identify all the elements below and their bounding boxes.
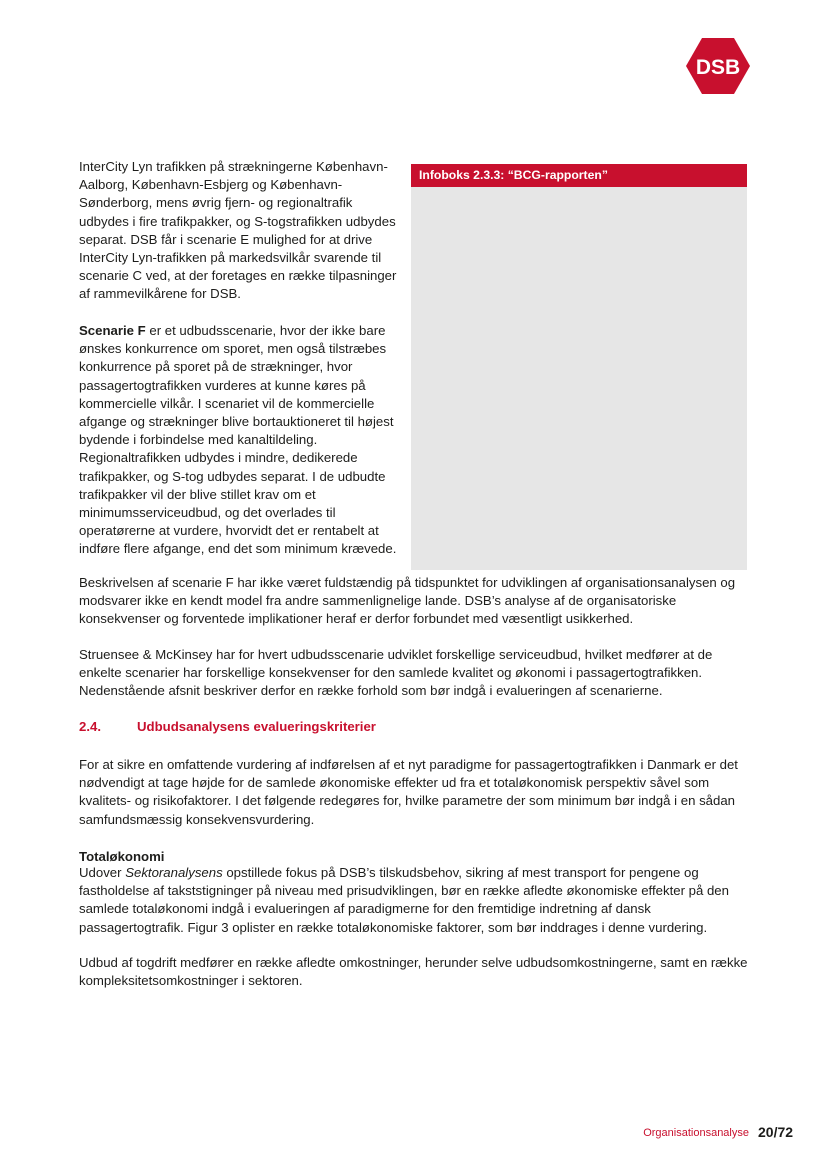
description-paragraph: Beskrivelsen af scenarie F har ikke været fuldstændig på tidspunktet for udviklingen af organisationsanalysen og modsvarer ikke en kendt model fra andre sammenlignelige lande. DSB’s analyse af de organisatoriske konsekvenser og forventede implikationer heraf er derfor forbundet med væsentligt usikkerhed.: [79, 575, 736, 627]
footer-label: Organisationsanalyse: [643, 1127, 749, 1139]
udbud-paragraph: Udbud af togdrift medfører en række afledte omkostninger, herunder selve udbudsomkostningerne, samt en række kompleksitetsomkostninger i sektoren.: [79, 955, 748, 989]
struensee-paragraph: Struensee & McKinsey har for hvert udbudsscenarie udviklet forskellige serviceudbud, hvilket medfører at de enkelte scenarier har forskellige konsekvenser for den samlede kvalitet og økonomi i passagertogtrafikken. Nedenstående afsnit beskriver derfor en række forhold som bør indgå i evalueringen af scenarierne.: [79, 647, 713, 699]
scenario-f-label: Scenarie F: [79, 323, 146, 338]
totaloekonomi-text: opstillede fokus på DSB’s tilskudsbehov, sikring af mest transport for pengene og fastholdelse af takststigninger på niveau med prisudviklingen, bør en række afledte økonomiske effekter på den samlede totaløkonomi indgå i evalueringen af paradigmerne for den fremtidige indretning af dansk passagertogtrafik. Figur 3 oplister en række totaløkonomiske faktorer, som bør inddrages i denne vurdering.: [79, 865, 729, 935]
totaloekonomi-prefix: Udover: [79, 865, 126, 880]
dsb-logo-shape: [686, 38, 750, 94]
infobox: [411, 164, 747, 570]
section-number: 2.4.: [79, 719, 101, 734]
intro-paragraph: InterCity Lyn trafikken på strækningerne København-Aalborg, København-Esbjerg og København-Sønderborg, mens øvrig fjern- og regionaltrafik udbydes i fire trafikpakker, og S-togstrafikken udbydes separat. DSB får i scenarie E mulighed for at drive InterCity Lyn-trafikken på markedsvilkår svarende til scenarie C ved, at der foretages en række tilpasninger af rammevilkårene for DSB.: [79, 159, 397, 302]
section-heading: [79, 718, 376, 736]
scenario-f-paragraph: [79, 322, 401, 559]
dsb-logo-text: DSB: [695, 56, 741, 79]
totaloekonomi-heading: Totaløkonomi: [79, 849, 165, 864]
totaloekonomi-paragraph: [79, 864, 749, 937]
scenario-f-text: er et udbudsscenarie, hvor der ikke bare ønskes konkurrence om sporet, men også tilstræbes konkurrence på sporet på de strækninger, hvor passagertogtrafikken vurderes at kunne køres på kommercielle vilkår. I scenariet vil de kommercielle afgange og strækninger blive bortauktioneret til højest bydende i forbindelse med kanaltildeling. Regionaltrafikken udbydes i mindre, dedikerede trafikpakker, og S-tog udbydes separat. I de udbudte trafikpakker vil der blive stillet krav om et minimumsserviceudbud, og det overlades til operatørerne at vurdere, hvorvidt det er rentabelt at indføre flere afgange, end det som minimum krævede.: [79, 323, 397, 557]
section-intro-paragraph: For at sikre en omfattende vurdering af indførelsen af et nyt paradigme for passagertogtrafikken i Danmark er det nødvendigt at tage højde for de samlede økonomiske effekter ud fra et totaløkonomisk perspektiv såvel som kvalitets- og risikofaktorer. I det følgende redegøres for, hvilke parametre der som minimum bør indgå i en sådan samfundsmæssig konsekvensvurdering.: [79, 757, 738, 827]
section-title: Udbudsanalysens evalueringskriterier: [137, 719, 376, 734]
sektoranalysens-emphasis: Sektoranalysens: [125, 865, 223, 880]
dsb-logo: [686, 38, 750, 94]
page-number: 20/72: [758, 1124, 794, 1140]
infobox-title: Infoboks 2.3.3: “BCG-rapporten”: [411, 164, 747, 187]
